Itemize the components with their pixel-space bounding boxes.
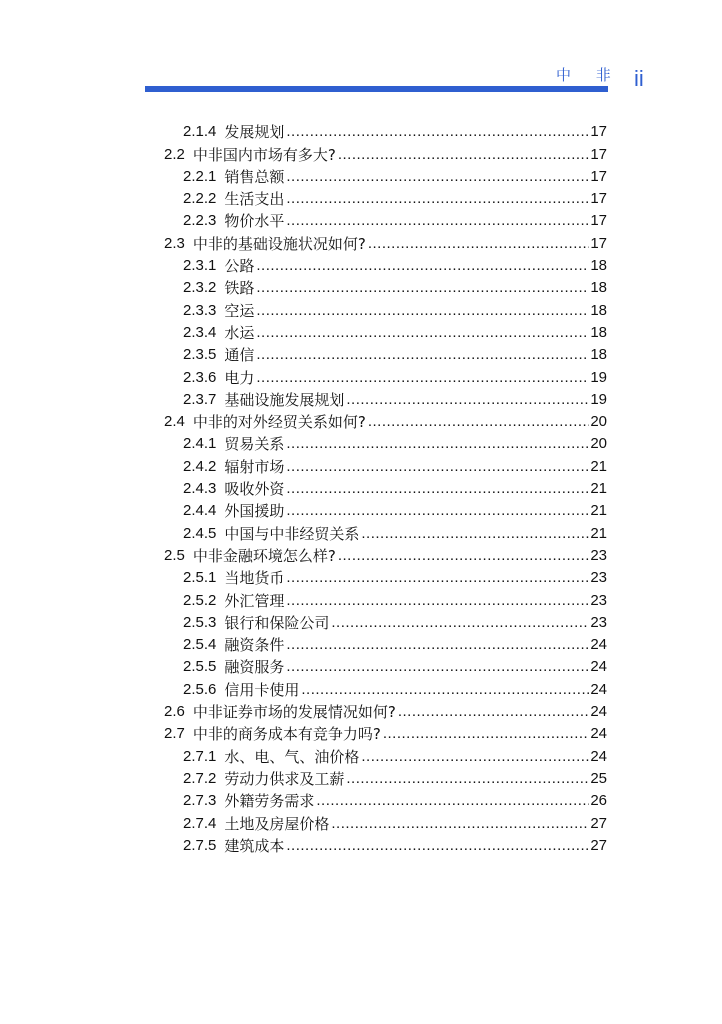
toc-leader-dots xyxy=(346,768,589,790)
toc-entry-number: 2.7.2 xyxy=(183,769,217,787)
toc-leader-dots xyxy=(256,367,589,389)
toc-entry[interactable] xyxy=(164,545,607,567)
toc-entry-page: 17 xyxy=(590,123,607,141)
toc-entry[interactable] xyxy=(164,723,607,745)
toc-entry-page: 24 xyxy=(590,703,607,721)
toc-entry-number: 2.7.1 xyxy=(183,747,217,765)
toc-entry-page: 19 xyxy=(590,368,607,386)
toc-entry[interactable] xyxy=(183,656,607,678)
toc-entry-page: 24 xyxy=(590,680,607,698)
toc-leader-dots xyxy=(286,121,589,143)
toc-entry-title: 公路 xyxy=(224,257,255,276)
toc-entry[interactable] xyxy=(183,344,607,366)
toc-entry-number: 2.3.6 xyxy=(183,368,217,386)
toc-entry-page: 18 xyxy=(590,323,607,341)
toc-entry-title: 土地及房屋价格 xyxy=(224,814,330,833)
toc-entry-page: 18 xyxy=(590,301,607,319)
toc-entry[interactable] xyxy=(183,522,607,544)
toc-entry-page: 25 xyxy=(590,769,607,787)
toc-entry[interactable] xyxy=(183,768,607,790)
toc-entry[interactable] xyxy=(183,299,607,321)
toc-entry[interactable] xyxy=(183,678,607,700)
toc-leader-dots xyxy=(338,144,589,166)
toc-entry-page: 18 xyxy=(590,346,607,364)
toc-entry[interactable] xyxy=(183,210,607,232)
toc-entry[interactable] xyxy=(164,143,607,165)
toc-leader-dots xyxy=(286,500,589,522)
toc-leader-dots xyxy=(286,478,589,500)
toc-leader-dots xyxy=(361,523,589,545)
toc-entry-page: 17 xyxy=(590,167,607,185)
toc-entry-page: 27 xyxy=(590,814,607,832)
toc-entry-title: 当地货币 xyxy=(224,569,285,588)
toc-entry-page: 17 xyxy=(590,234,607,252)
toc-entry[interactable] xyxy=(183,790,607,812)
toc-entry[interactable] xyxy=(183,634,607,656)
toc-entry[interactable] xyxy=(183,188,607,210)
toc-entry-title: 生活支出 xyxy=(224,190,285,209)
toc-entry-number: 2.2.1 xyxy=(183,167,217,185)
toc-entry-title: 吸收外资 xyxy=(224,480,285,499)
toc-entry-number: 2.5 xyxy=(164,546,185,564)
toc-leader-dots xyxy=(368,411,589,433)
toc-entry[interactable] xyxy=(183,567,607,589)
toc-entry-page: 17 xyxy=(590,212,607,230)
toc-entry[interactable] xyxy=(183,500,607,522)
toc-leader-dots xyxy=(316,790,589,812)
toc-entry[interactable] xyxy=(164,701,607,723)
toc-entry-number: 2.3.4 xyxy=(183,323,217,341)
toc-entry-number: 2.3.3 xyxy=(183,301,217,319)
toc-leader-dots xyxy=(286,456,589,478)
toc-leader-dots xyxy=(256,255,589,277)
toc-entry-page: 21 xyxy=(590,457,607,475)
toc-entry[interactable] xyxy=(183,812,607,834)
toc-entry[interactable] xyxy=(183,478,607,500)
toc-entry-title: 融资条件 xyxy=(224,636,285,655)
toc-entry-number: 2.7.4 xyxy=(183,814,217,832)
toc-entry[interactable] xyxy=(183,166,607,188)
toc-entry-number: 2.3 xyxy=(164,234,185,252)
toc-entry[interactable] xyxy=(164,411,607,433)
toc-leader-dots xyxy=(286,656,589,678)
toc-entry-page: 26 xyxy=(590,792,607,810)
toc-entry-title: 中非证券市场的发展情况如何? xyxy=(192,703,396,722)
toc-entry-page: 19 xyxy=(590,390,607,408)
toc-entry-title: 外国援助 xyxy=(224,502,285,521)
toc-entry-title: 通信 xyxy=(224,346,255,365)
toc-leader-dots xyxy=(286,166,589,188)
toc-entry-page: 20 xyxy=(590,413,607,431)
toc-entry-number: 2.4.1 xyxy=(183,435,217,453)
toc-entry-page: 17 xyxy=(590,145,607,163)
toc-entry-number: 2.7 xyxy=(164,725,185,743)
toc-entry-number: 2.4.3 xyxy=(183,480,217,498)
toc-entry-number: 2.3.1 xyxy=(183,257,217,275)
toc-entry-number: 2.2.2 xyxy=(183,190,217,208)
toc-entry-title: 银行和保险公司 xyxy=(224,613,330,632)
toc-leader-dots xyxy=(301,679,589,701)
toc-leader-dots xyxy=(368,233,589,255)
toc-entry-number: 2.1.4 xyxy=(183,123,217,141)
toc-entry-title: 贸易关系 xyxy=(224,435,285,454)
toc-leader-dots xyxy=(286,567,589,589)
toc-entry[interactable] xyxy=(183,745,607,767)
toc-entry-number: 2.5.2 xyxy=(183,591,217,609)
toc-entry[interactable] xyxy=(183,612,607,634)
toc-leader-dots xyxy=(286,433,589,455)
toc-entry-number: 2.4.2 xyxy=(183,457,217,475)
toc-leader-dots xyxy=(346,389,589,411)
toc-entry[interactable] xyxy=(183,389,607,411)
toc-entry-page: 18 xyxy=(590,257,607,275)
toc-entry-title: 物价水平 xyxy=(224,212,285,231)
toc-entry-title: 信用卡使用 xyxy=(224,680,300,699)
toc-entry-number: 2.5.6 xyxy=(183,680,217,698)
page-number: ii xyxy=(634,66,644,91)
toc-entry-title: 基础设施发展规划 xyxy=(224,390,345,409)
toc-entry-title: 铁路 xyxy=(224,279,255,298)
toc-entry-title: 融资服务 xyxy=(224,658,285,677)
toc-entry[interactable] xyxy=(183,455,607,477)
toc-entry[interactable] xyxy=(183,121,607,143)
toc-entry-number: 2.4.4 xyxy=(183,502,217,520)
toc-leader-dots xyxy=(383,723,589,745)
toc-leader-dots xyxy=(331,612,589,634)
toc-entry-title: 空运 xyxy=(224,301,255,320)
toc-entry-page: 21 xyxy=(590,524,607,542)
running-header-title: 中 非 xyxy=(556,66,621,84)
toc-entry-page: 23 xyxy=(590,613,607,631)
toc-entry-number: 2.3.2 xyxy=(183,279,217,297)
toc-entry-page: 24 xyxy=(590,636,607,654)
toc-entry-title: 辐射市场 xyxy=(224,457,285,476)
toc-entry[interactable] xyxy=(183,433,607,455)
toc-entry[interactable] xyxy=(183,589,607,611)
toc-entry-number: 2.5.1 xyxy=(183,569,217,587)
toc-entry[interactable] xyxy=(183,322,607,344)
toc-entry[interactable] xyxy=(183,366,607,388)
toc-entry-page: 20 xyxy=(590,435,607,453)
toc-entry-title: 外汇管理 xyxy=(224,591,285,610)
toc-leader-dots xyxy=(398,701,589,723)
toc-entry-page: 24 xyxy=(590,747,607,765)
table-of-contents xyxy=(0,121,722,857)
toc-entry-number: 2.5.3 xyxy=(183,613,217,631)
toc-entry-title: 销售总额 xyxy=(224,167,285,186)
header-rule xyxy=(145,86,608,92)
toc-entry-page: 23 xyxy=(590,591,607,609)
toc-entry[interactable] xyxy=(183,277,607,299)
toc-leader-dots xyxy=(338,545,589,567)
toc-entry-page: 21 xyxy=(590,502,607,520)
toc-leader-dots xyxy=(256,277,589,299)
toc-entry-page: 23 xyxy=(590,546,607,564)
toc-entry-number: 2.3.7 xyxy=(183,390,217,408)
toc-entry-number: 2.3.5 xyxy=(183,346,217,364)
toc-leader-dots xyxy=(286,634,589,656)
toc-entry-page: 18 xyxy=(590,279,607,297)
toc-leader-dots xyxy=(286,210,589,232)
toc-leader-dots xyxy=(256,344,589,366)
toc-entry-page: 23 xyxy=(590,569,607,587)
toc-entry-number: 2.4.5 xyxy=(183,524,217,542)
toc-entry[interactable] xyxy=(183,255,607,277)
toc-entry-number: 2.5.5 xyxy=(183,658,217,676)
toc-entry-title: 中非国内市场有多大? xyxy=(192,145,336,164)
toc-entry-title: 中非的对外经贸关系如何? xyxy=(192,413,366,432)
toc-entry-page: 24 xyxy=(590,658,607,676)
toc-entry[interactable] xyxy=(164,232,607,254)
toc-entry-title: 水运 xyxy=(224,323,255,342)
toc-entry-page: 21 xyxy=(590,480,607,498)
toc-entry-title: 发展规划 xyxy=(224,123,285,142)
toc-entry-title: 水、电、气、油价格 xyxy=(224,747,360,766)
toc-leader-dots xyxy=(286,590,589,612)
toc-entry-number: 2.6 xyxy=(164,703,185,721)
toc-leader-dots xyxy=(256,300,589,322)
toc-entry-title: 中非金融环境怎么样? xyxy=(192,546,336,565)
toc-entry-title: 中非的基础设施状况如何? xyxy=(192,234,366,253)
toc-entry-number: 2.4 xyxy=(164,413,185,431)
toc-entry-title: 劳动力供求及工薪 xyxy=(224,769,345,788)
toc-entry-title: 外籍劳务需求 xyxy=(224,792,315,811)
toc-entry-number: 2.7.3 xyxy=(183,792,217,810)
toc-entry-title: 中非的商务成本有竞争力吗? xyxy=(192,725,381,744)
toc-entry-number: 2.2.3 xyxy=(183,212,217,230)
toc-entry-title: 建筑成本 xyxy=(224,836,285,855)
toc-entry-number: 2.2 xyxy=(164,145,185,163)
toc-entry-number: 2.5.4 xyxy=(183,636,217,654)
toc-leader-dots xyxy=(286,188,589,210)
toc-leader-dots xyxy=(286,835,589,857)
toc-entry-page: 27 xyxy=(590,836,607,854)
toc-entry-page: 17 xyxy=(590,190,607,208)
toc-leader-dots xyxy=(361,746,589,768)
toc-leader-dots xyxy=(256,322,589,344)
toc-leader-dots xyxy=(331,813,589,835)
toc-entry-number: 2.7.5 xyxy=(183,836,217,854)
toc-entry-page: 24 xyxy=(590,725,607,743)
toc-entry-title: 电力 xyxy=(224,368,255,387)
toc-entry-title: 中国与中非经贸关系 xyxy=(224,524,360,543)
toc-entry[interactable] xyxy=(183,835,607,857)
